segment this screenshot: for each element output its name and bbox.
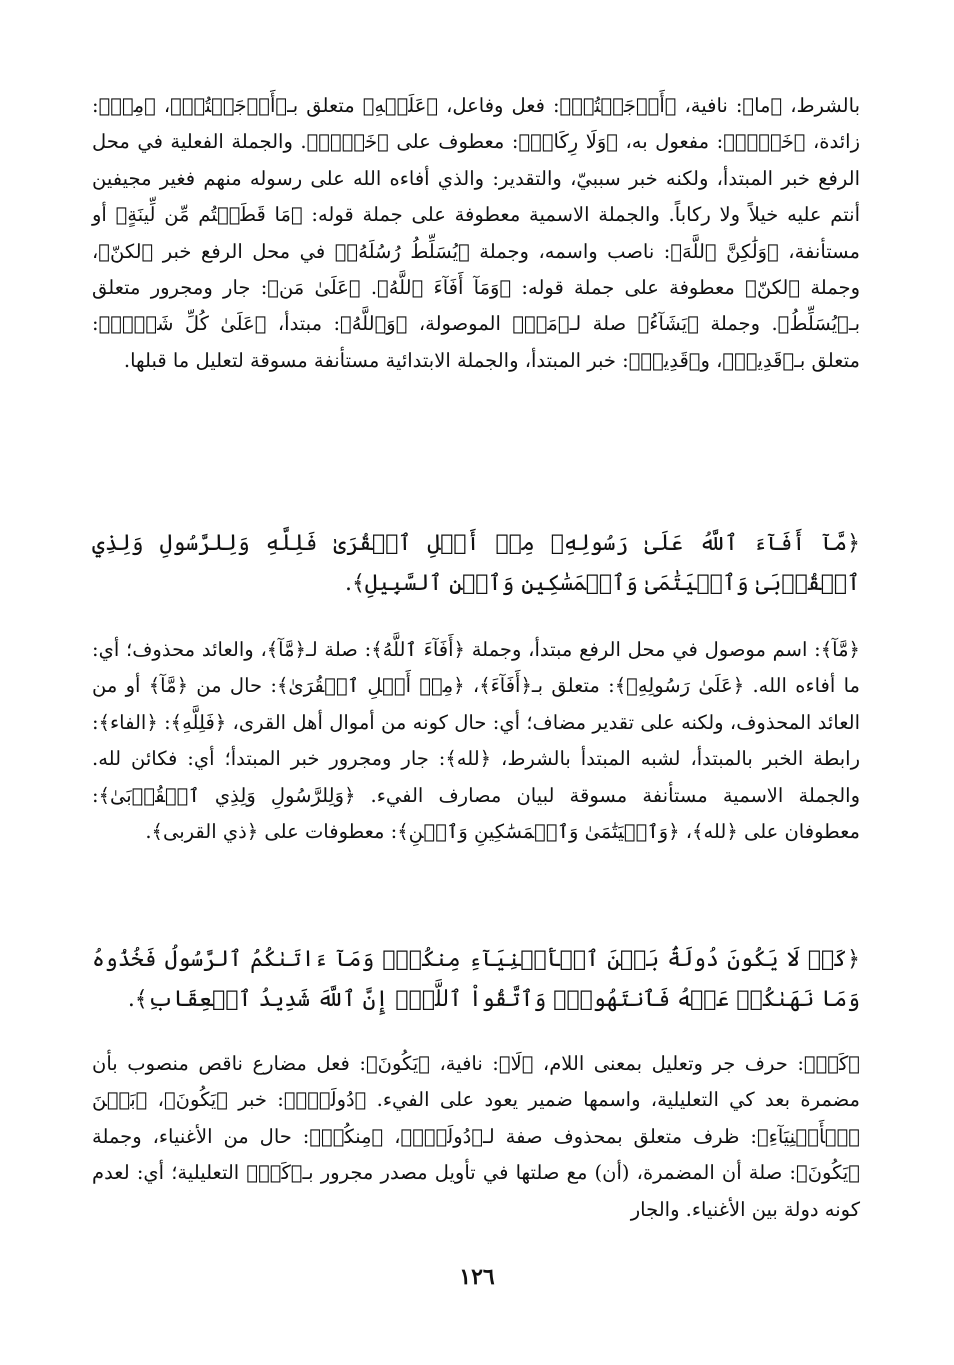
quran-verse: ﴿كَيۡ لَا يَكُونَ دُولَةَۢ بَيۡنَ ٱلۡأَغۡنِيَآءِ مِنكُمۡۚ وَمَآ ءَاتَىٰكُمُ ٱلرَّسُولُ فَخُذُوهُ وَمَا نَهَىٰكُمۡ عَنۡهُ فَٱنتَهُواْۚ وَٱتَّقُواْ ٱللَّهَۖ إِنَّ ٱللَّهَ شَدِيدُ ٱلۡعِقَابِ﴾. — [92, 947, 860, 1012]
commentary-paragraph: بالشرط، ﴿ما﴾: نافية، ﴿أَوۡجَفۡتُمۡ﴾: فعل وفاعل، ﴿عَلَيۡهِ﴾ متعلق بـ﴿أَوۡجَفۡتُمۡ﴾، ﴿مِنۡ﴾: زائدة، ﴿خَيۡلٖ﴾: مفعول به، ﴿وَلَا رِكَابٖ﴾: معطوف على ﴿خَيۡلٖ﴾. والجملة الفعلية في محل الرفع خبر المبتدأ، ولكنه خبر سببيّ، والتقدير: والذي أفاءه الله على رسوله منهم فغير مجيفين أنتم عليه خيلاً ولا ركاباً. والجملة الاسمية معطوفة على جملة قوله: ﴿مَا قَطَعۡتُم مِّن لِّينَةٍ﴾ أو مستأنفة، ﴿وَلَٰكِنَّ ٱللَّهَ﴾: ناصب واسمه، وجملة ﴿يُسَلِّطُ رُسُلَهُۥ﴾ في محل الرفع خبر ﴿لكنّ﴾، وجملة ﴿لكنّ﴾ معطوفة على جملة قوله: ﴿وَمَآ أَفَآءَ ٱللَّهُ﴾. ﴿عَلَىٰ مَن﴾: جار ومجرور متعلق بـ﴿يُسَلِّطُ﴾. وجملة ﴿يَشَآءُ﴾ صلة لـ﴿مَنۡ﴾ الموصولة، ﴿وَٱللَّهُ﴾: مبتدأ، ﴿عَلَىٰ كُلِّ شَيۡءٖ﴾: متعلق بـ﴿قَدِيرٞ﴾، و﴿قَدِيرٞ﴾: خبر المبتدأ، والجملة الابتدائية مستأنفة مسوقة لتعليل ما قبلها. — [92, 94, 860, 372]
commentary-paragraph: ﴿كَيۡ﴾: حرف جر وتعليل بمعنى اللام، ﴿لَا﴾: نافية، ﴿يَكُونَ﴾: فعل مضارع ناقص منصوب بأن مضمرة بعد كي التعليلية، واسمها ضمير يعود على الفيء. ﴿دُولَةَۢ﴾: خبر ﴿يَكُونَ﴾، ﴿بَيۡنَ ٱلۡأَغۡنِيَآءِ﴾: ظرف متعلق بمحذوف صفة لـ﴿دُولَةَۢ﴾، ﴿مِنكُمۡ﴾: حال من الأغنياء، وجملة ﴿يَكُونَ﴾: صلة أن المضمرة، (أن) مع صلتها في تأويل مصدر مجرور بـ﴿كَيۡ﴾ التعليلية؛ أي: لعدم كونه دولة بين الأغنياء. والجار — [92, 1052, 860, 1221]
commentary-paragraph: ﴿مَّآ﴾: اسم موصول في محل الرفع مبتدأ، وجملة ﴿أَفَآءَ ٱللَّهُ﴾: صلة لـ﴿مَّآ﴾، والعائد محذوف؛ أي: ما أفاءه الله. ﴿عَلَىٰ رَسُولِهِۦ﴾: متعلق بـ﴿أَفَآءَ﴾، ﴿مِنۡ أَهۡلِ ٱلۡقُرَىٰ﴾: حال من ﴿مَّآ﴾ أو من العائد المحذوف، ولكنه على تقدير مضاف؛ أي: حال كونه من أموال أهل القرى، ﴿فَلِلَّهِ﴾: ﴿الفاء﴾: رابطة الخبر بالمبتدأ، لشبه المبتدأ بالشرط، ﴿لله﴾: جار ومجرور خبر المبتدأ؛ أي: فكائن لله. والجملة الاسمية مستأنفة مسوقة لبيان مصارف الفيء. ﴿وَلِلرَّسُولِ وَلِذِي ٱلۡقُرۡبَىٰ﴾: معطوفان على ﴿لله﴾، ﴿وَٱلۡيَتَٰمَىٰ وَٱلۡمَسَٰكِينِ وَٱبۡنِ﴾: معطوفات على ﴿ذي القربى﴾. — [92, 638, 860, 844]
page-number: ١٢٦ — [459, 1264, 495, 1290]
quran-verse: ﴿مَّآ أَفَآءَ ٱللَّهُ عَلَىٰ رَسُولِهِۦ مِنۡ أَهۡلِ ٱلۡقُرَىٰ فَلِلَّهِ وَلِلرَّسُولِ وَلِذِي ٱلۡقُرۡبَىٰ وَٱلۡيَتَٰمَىٰ وَٱلۡمَسَٰكِينِ وَٱبۡنِ ٱلسَّبِيلِ﴾. — [92, 531, 860, 596]
